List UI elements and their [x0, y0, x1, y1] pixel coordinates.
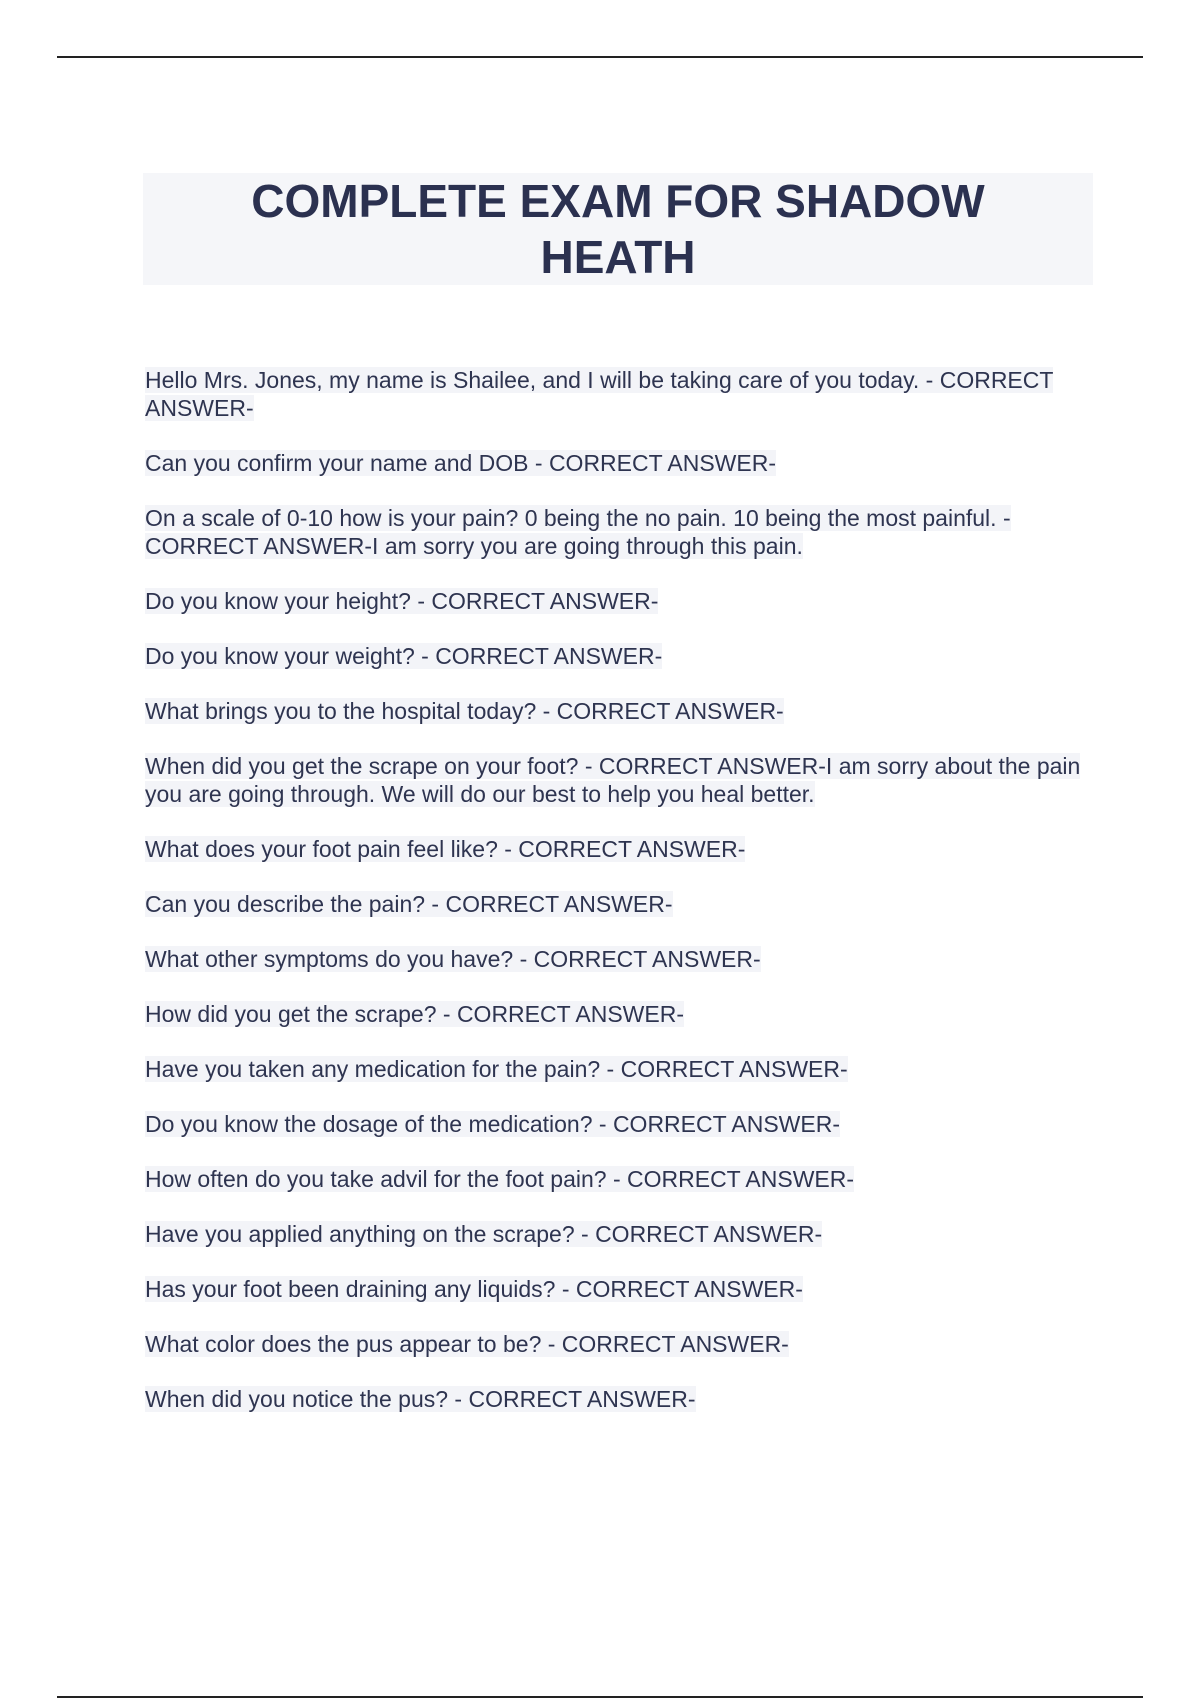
- list-item: [145, 504, 1085, 560]
- question-text: Can you confirm your name and DOB - CORRECT ANSWER-: [145, 450, 776, 476]
- document-title: COMPLETE EXAM FOR SHADOW HEATH: [251, 175, 985, 283]
- list-item: [145, 642, 1085, 670]
- question-text: How often do you take advil for the foot pain? - CORRECT ANSWER-: [145, 1166, 855, 1192]
- title-banner: [143, 173, 1093, 285]
- question-text: When did you notice the pus? - CORRECT ANSWER-: [145, 1386, 696, 1412]
- list-item: [145, 1330, 1085, 1358]
- list-item: [145, 752, 1085, 808]
- bottom-rule: [57, 1696, 1143, 1698]
- question-answer-list: [145, 366, 1085, 1440]
- question-text: Do you know your height? - CORRECT ANSWER-: [145, 588, 659, 614]
- question-text: Can you describe the pain? - CORRECT ANSWER-: [145, 891, 673, 917]
- list-item: [145, 945, 1085, 973]
- question-text: What other symptoms do you have? - CORRECT ANSWER-: [145, 946, 761, 972]
- list-item: [145, 1220, 1085, 1248]
- list-item: [145, 1385, 1085, 1413]
- question-text: What does your foot pain feel like? - CORRECT ANSWER-: [145, 836, 746, 862]
- top-rule: [57, 56, 1143, 58]
- question-text: Have you applied anything on the scrape? - CORRECT ANSWER-: [145, 1221, 823, 1247]
- list-item: [145, 1055, 1085, 1083]
- question-text: Do you know your weight? - CORRECT ANSWER-: [145, 643, 663, 669]
- question-text: What color does the pus appear to be? - CORRECT ANSWER-: [145, 1331, 789, 1357]
- question-text: Hello Mrs. Jones, my name is Shailee, and I will be taking care of you today. - CORRECT ANSWER-: [145, 367, 1054, 421]
- list-item: [145, 1000, 1085, 1028]
- question-text: Has your foot been draining any liquids? - CORRECT ANSWER-: [145, 1276, 803, 1302]
- list-item: [145, 1275, 1085, 1303]
- question-text: Do you know the dosage of the medication? - CORRECT ANSWER-: [145, 1111, 840, 1137]
- question-text: On a scale of 0-10 how is your pain? 0 being the no pain. 10 being the most painful. - CORRECT ANSWER-I am sorry you are going through this pain.: [145, 505, 1011, 559]
- question-text: How did you get the scrape? - CORRECT ANSWER-: [145, 1001, 684, 1027]
- question-text: What brings you to the hospital today? - CORRECT ANSWER-: [145, 698, 784, 724]
- list-item: [145, 1165, 1085, 1193]
- list-item: [145, 890, 1085, 918]
- list-item: [145, 587, 1085, 615]
- question-text: When did you get the scrape on your foot? - CORRECT ANSWER-I am sorry about the pain you are going through. We will do our best to help you heal better.: [145, 753, 1081, 807]
- list-item: [145, 697, 1085, 725]
- list-item: [145, 835, 1085, 863]
- list-item: [145, 366, 1085, 422]
- question-text: Have you taken any medication for the pain? - CORRECT ANSWER-: [145, 1056, 848, 1082]
- list-item: [145, 449, 1085, 477]
- list-item: [145, 1110, 1085, 1138]
